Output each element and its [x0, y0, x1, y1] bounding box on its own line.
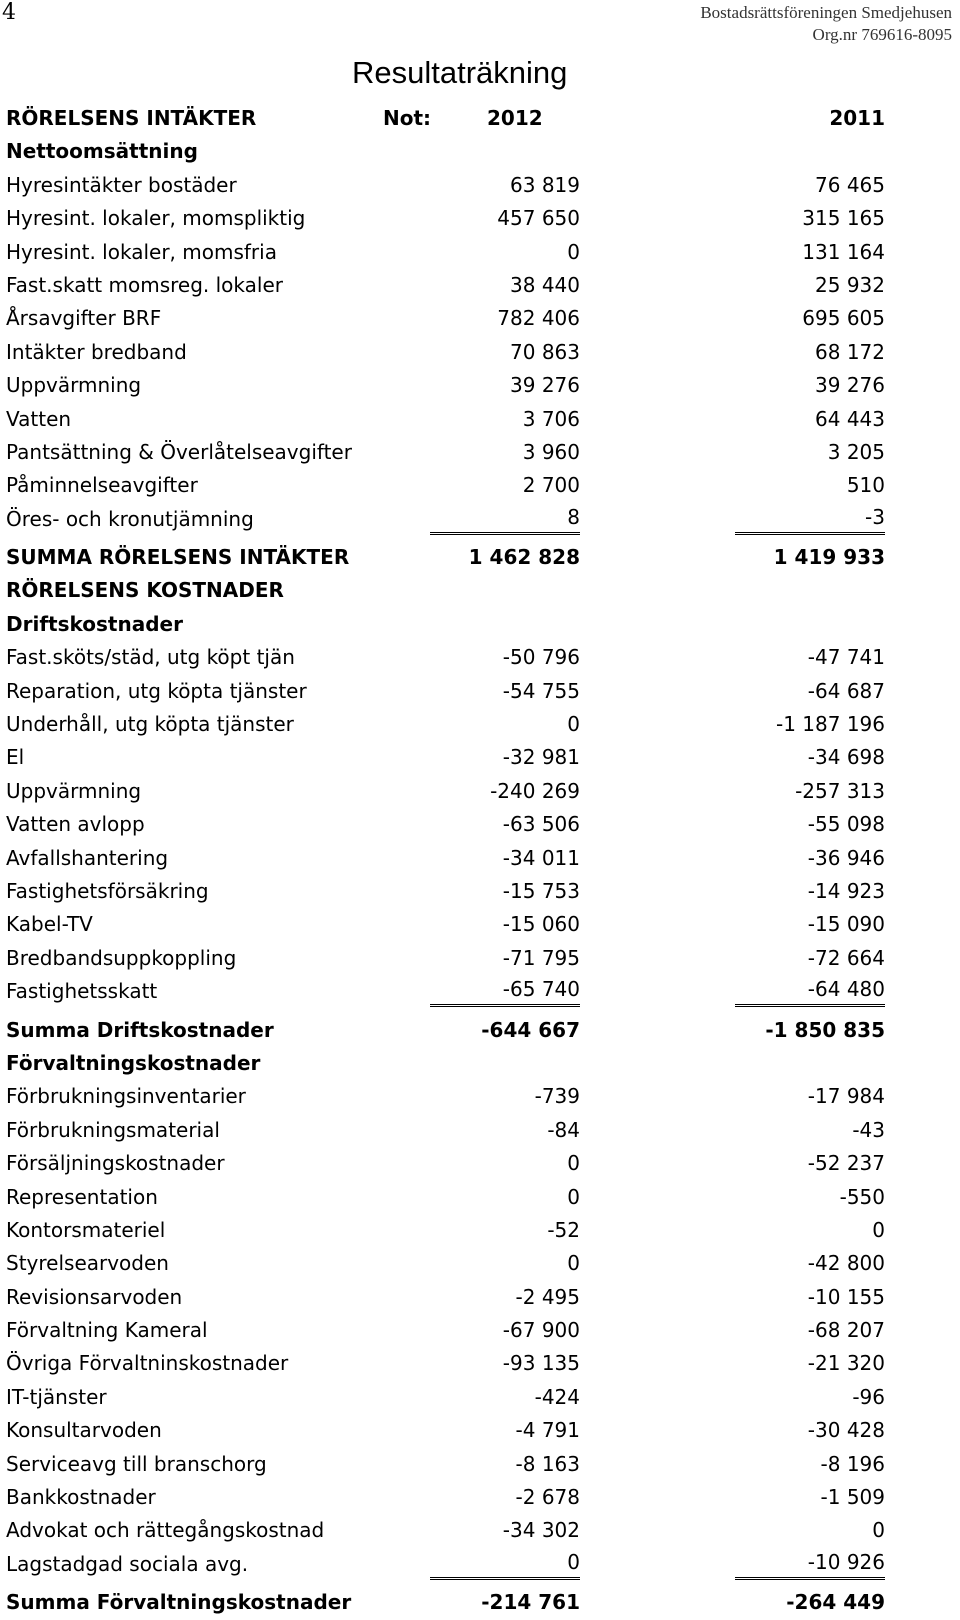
- row-value-2012: -2 678: [515, 1485, 580, 1510]
- row-value-2011: -1 187 196: [775, 712, 885, 737]
- table-row: [0, 403, 960, 436]
- table-row: [0, 942, 960, 975]
- row-value-2011: -30 428: [807, 1418, 885, 1443]
- row-label: Hyresint. lokaler, momspliktig: [6, 206, 306, 231]
- org-info: [700, 2, 952, 46]
- table-row: [0, 1314, 960, 1347]
- row-value-2011: 76 465: [815, 172, 885, 197]
- drift-total-row: [0, 1014, 960, 1047]
- row-label: IT-tjänster: [6, 1384, 107, 1409]
- row-value-2011: 3 205: [827, 439, 885, 464]
- header-year-2012: 2012: [487, 106, 543, 130]
- table-row: [0, 842, 960, 875]
- row-value-2011: -34 698: [807, 745, 885, 770]
- org-name: Bostadsrättsföreningen Smedjehusen: [700, 3, 952, 22]
- row-value-2011: -21 320: [807, 1351, 885, 1376]
- row-label: Konsultarvoden: [6, 1418, 162, 1443]
- row-value-2011: -47 741: [807, 645, 885, 670]
- row-value-2012: 0: [567, 1251, 580, 1276]
- row-value-2012: 0: [567, 1151, 580, 1176]
- section-label: RÖRELSENS KOSTNADER: [6, 578, 284, 603]
- section-label: Driftskostnader: [6, 611, 183, 636]
- row-value-2012: 63 819: [510, 172, 580, 197]
- table-row: [0, 1347, 960, 1380]
- row-label: Underhåll, utg köpta tjänster: [6, 712, 294, 737]
- row-value-2011: -14 923: [807, 878, 885, 903]
- row-label: Reparation, utg köpta tjänster: [6, 678, 307, 703]
- row-value-2012: -34 302: [502, 1518, 580, 1543]
- row-value-2011: -550: [839, 1184, 885, 1209]
- row-label: Årsavgifter BRF: [6, 306, 162, 331]
- table-row: [0, 1381, 960, 1414]
- row-label: Fastighetsskatt: [6, 979, 158, 1004]
- row-label: Övriga Förvaltninskostnader: [6, 1351, 289, 1376]
- table-row: [0, 1247, 960, 1280]
- row-label: Hyresint. lokaler, momsfria: [6, 239, 277, 264]
- header-not: Not:: [383, 106, 432, 130]
- total-label: SUMMA RÖRELSENS INTÄKTER: [6, 545, 350, 570]
- section-label: Nettoomsättning: [6, 139, 198, 164]
- table-row: [0, 975, 960, 1008]
- forv-rows: [0, 1080, 960, 1581]
- row-value-2011: -52 237: [807, 1151, 885, 1176]
- row-label: Representation: [6, 1184, 158, 1209]
- total-label: Summa Driftskostnader: [6, 1017, 274, 1042]
- row-label: Revisionsarvoden: [6, 1284, 183, 1309]
- row-value-2012: -71 795: [502, 945, 580, 970]
- row-label: Serviceavg till branschorg: [6, 1451, 267, 1476]
- row-value-2012: -67 900: [502, 1318, 580, 1343]
- row-label: Kontorsmateriel: [6, 1217, 166, 1242]
- row-label: Kabel-TV: [6, 912, 93, 937]
- row-value-2012: 0: [567, 1184, 580, 1209]
- row-value-2012: -4 791: [515, 1418, 580, 1443]
- row-value-2011: -257 313: [795, 778, 885, 803]
- income-statement-table: [0, 102, 960, 1620]
- table-row: [0, 336, 960, 369]
- row-value-2011: -64 687: [807, 678, 885, 703]
- row-value-2011: -43: [852, 1117, 885, 1142]
- row-label: Försäljningskostnader: [6, 1151, 225, 1176]
- income-total-row: [0, 541, 960, 574]
- section-heading: [0, 135, 960, 168]
- table-row: [0, 675, 960, 708]
- table-row: [0, 469, 960, 502]
- table-row: [0, 269, 960, 302]
- row-value-2011: 64 443: [815, 406, 885, 431]
- table-row: [0, 1181, 960, 1214]
- row-value-2011: -1 509: [820, 1485, 885, 1510]
- table-row: [0, 1481, 960, 1514]
- row-value-2011: 510: [846, 473, 885, 498]
- total-value-2012: 1 462 828: [468, 545, 580, 570]
- row-value-2011: -8 196: [820, 1451, 885, 1476]
- row-value-2012: 2 700: [522, 473, 580, 498]
- row-value-2012: 0: [567, 239, 580, 264]
- row-value-2011: -42 800: [807, 1251, 885, 1276]
- table-row: [0, 503, 960, 536]
- table-row: [0, 236, 960, 269]
- page-number: 4: [2, 0, 16, 25]
- row-value-2012: 3 706: [522, 406, 580, 431]
- row-label: Uppvärmning: [6, 778, 142, 803]
- total-value-2012: -214 761: [481, 1590, 580, 1615]
- row-label: Styrelsearvoden: [6, 1251, 169, 1276]
- drift-rows: [0, 641, 960, 1008]
- row-value-2012: -63 506: [502, 812, 580, 837]
- row-value-2012: 8: [430, 503, 580, 535]
- total-label: Summa Förvaltningskostnader: [6, 1590, 352, 1615]
- row-value-2012: -15 753: [502, 878, 580, 903]
- row-value-2012: -65 740: [430, 975, 580, 1007]
- org-number: Org.nr 769616-8095: [812, 25, 952, 44]
- row-value-2012: 70 863: [510, 339, 580, 364]
- row-value-2011: -72 664: [807, 945, 885, 970]
- row-label: Öres- och kronutjämning: [6, 506, 254, 531]
- table-row: [0, 775, 960, 808]
- row-label: Vatten: [6, 406, 72, 431]
- table-row: [0, 369, 960, 402]
- table-row: [0, 875, 960, 908]
- row-label: Bredbandsuppkoppling: [6, 945, 237, 970]
- page-title: Resultaträkning: [352, 55, 568, 90]
- row-label: Pantsättning & Överlåtelseavgifter: [6, 439, 352, 464]
- row-value-2011: -15 090: [807, 912, 885, 937]
- row-value-2011: -3: [735, 503, 885, 535]
- table-header-row: [0, 102, 960, 135]
- section-heading: [0, 1047, 960, 1080]
- row-value-2012: 3 960: [522, 439, 580, 464]
- row-value-2011: 0: [872, 1518, 885, 1543]
- row-value-2011: 0: [872, 1217, 885, 1242]
- row-label: Hyresintäkter bostäder: [6, 172, 237, 197]
- row-label: Bankkostnader: [6, 1485, 156, 1510]
- row-value-2012: 0: [567, 712, 580, 737]
- row-value-2011: -10 926: [735, 1548, 885, 1580]
- row-value-2012: -739: [534, 1084, 580, 1109]
- row-label: Uppvärmning: [6, 373, 142, 398]
- row-label: Förbrukningsinventarier: [6, 1084, 246, 1109]
- row-label: Fast.skatt momsreg. lokaler: [6, 272, 283, 297]
- row-label: Avfallshantering: [6, 845, 169, 870]
- table-row: [0, 808, 960, 841]
- row-value-2012: -50 796: [502, 645, 580, 670]
- row-label: El: [6, 745, 25, 770]
- row-value-2012: 457 650: [497, 206, 580, 231]
- row-label: Vatten avlopp: [6, 812, 145, 837]
- row-value-2012: -32 981: [502, 745, 580, 770]
- row-value-2011: 315 165: [802, 206, 885, 231]
- table-row: [0, 202, 960, 235]
- table-row: [0, 708, 960, 741]
- table-row: [0, 302, 960, 335]
- section-heading: [0, 574, 960, 607]
- section-label: Förvaltningskostnader: [6, 1050, 261, 1075]
- table-row: [0, 1448, 960, 1481]
- row-label: Förvaltning Kameral: [6, 1318, 208, 1343]
- table-row: [0, 436, 960, 469]
- row-value-2012: 782 406: [497, 306, 580, 331]
- table-row: [0, 1080, 960, 1113]
- row-label: Påminnelseavgifter: [6, 473, 198, 498]
- row-value-2012: -15 060: [502, 912, 580, 937]
- forv-total-row: [0, 1586, 960, 1619]
- header-label: RÖRELSENS INTÄKTER: [6, 106, 257, 130]
- row-label: Fastighetsförsäkring: [6, 878, 209, 903]
- income-rows: [0, 169, 960, 536]
- row-value-2012: -52: [547, 1217, 580, 1242]
- row-value-2011: -96: [852, 1384, 885, 1409]
- table-row: [0, 908, 960, 941]
- table-row: [0, 1414, 960, 1447]
- row-value-2012: -54 755: [502, 678, 580, 703]
- row-value-2012: -34 011: [502, 845, 580, 870]
- total-value-2011: -1 850 835: [765, 1017, 885, 1042]
- table-row: [0, 1281, 960, 1314]
- row-value-2012: -84: [547, 1117, 580, 1142]
- row-value-2011: 131 164: [802, 239, 885, 264]
- row-value-2012: -240 269: [490, 778, 580, 803]
- table-row: [0, 1514, 960, 1547]
- row-value-2011: -36 946: [807, 845, 885, 870]
- row-label: Intäkter bredband: [6, 339, 187, 364]
- row-value-2011: -17 984: [807, 1084, 885, 1109]
- header-year-2011: 2011: [829, 106, 885, 130]
- total-value-2011: 1 419 933: [773, 545, 885, 570]
- total-value-2011: -264 449: [786, 1590, 885, 1615]
- row-value-2011: -55 098: [807, 812, 885, 837]
- row-value-2011: -68 207: [807, 1318, 885, 1343]
- table-row: [0, 741, 960, 774]
- row-label: Förbrukningsmaterial: [6, 1117, 220, 1142]
- row-value-2012: 0: [430, 1548, 580, 1580]
- row-value-2012: 39 276: [510, 373, 580, 398]
- row-value-2012: -424: [534, 1384, 580, 1409]
- row-label: Advokat och rättegångskostnad: [6, 1518, 325, 1543]
- table-row: [0, 169, 960, 202]
- table-row: [0, 1114, 960, 1147]
- table-row: [0, 1214, 960, 1247]
- row-value-2011: 695 605: [802, 306, 885, 331]
- row-value-2011: 39 276: [815, 373, 885, 398]
- row-value-2012: -93 135: [502, 1351, 580, 1376]
- row-label: Lagstadgad sociala avg.: [6, 1551, 249, 1576]
- row-value-2011: -64 480: [735, 975, 885, 1007]
- table-row: [0, 641, 960, 674]
- row-value-2011: -10 155: [807, 1284, 885, 1309]
- row-value-2012: 38 440: [510, 272, 580, 297]
- total-value-2012: -644 667: [481, 1017, 580, 1042]
- row-value-2012: -2 495: [515, 1284, 580, 1309]
- section-heading: [0, 608, 960, 641]
- table-row: [0, 1147, 960, 1180]
- row-value-2011: 68 172: [815, 339, 885, 364]
- row-value-2011: 25 932: [815, 272, 885, 297]
- row-label: Fast.sköts/städ, utg köpt tjän: [6, 645, 295, 670]
- table-row: [0, 1548, 960, 1581]
- row-value-2012: -8 163: [515, 1451, 580, 1476]
